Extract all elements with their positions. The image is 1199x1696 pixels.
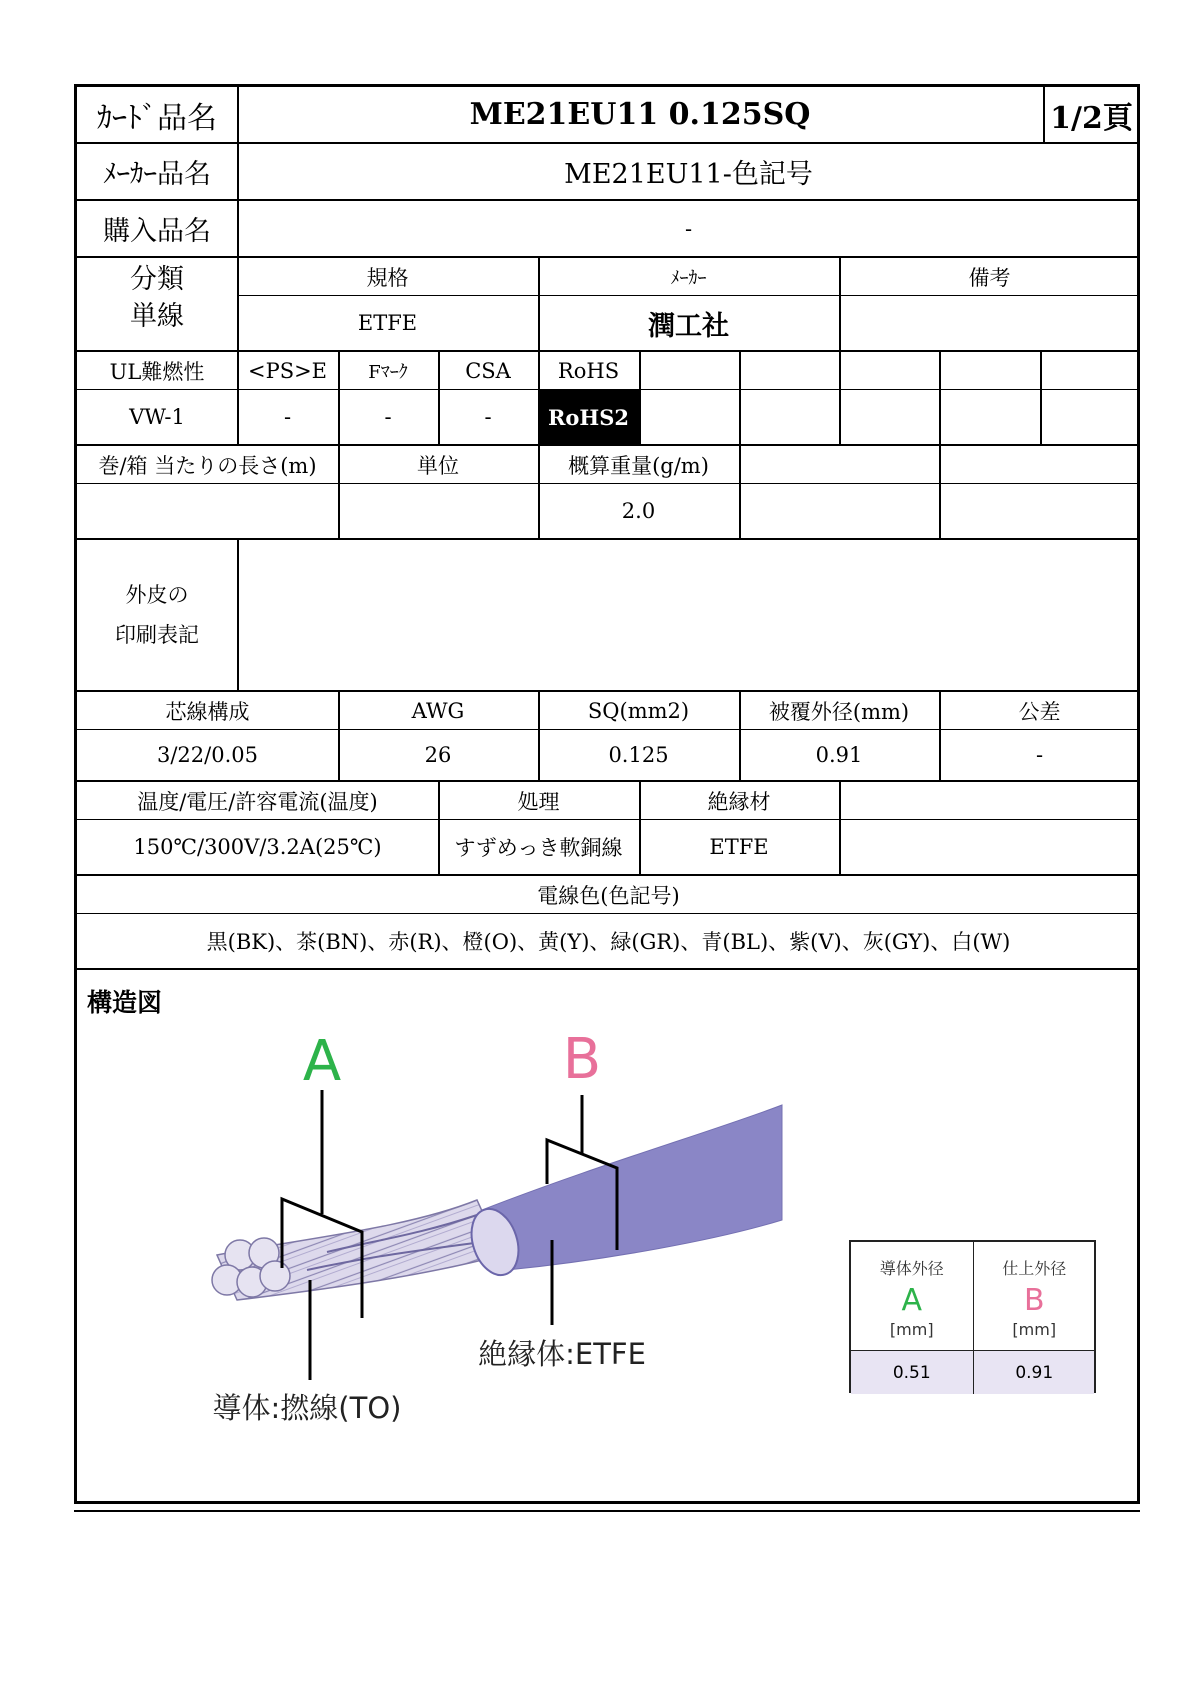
colors-header-row — [77, 876, 1137, 913]
weight-value: 2.0 — [621, 499, 656, 523]
maker-label: ﾒｰｶｰ品名 — [103, 159, 211, 190]
awg-value: 26 — [424, 743, 452, 767]
classification-values — [77, 296, 1137, 350]
purchase-name: - — [684, 216, 693, 241]
card-label: ｶｰﾄﾞ品名 — [97, 100, 217, 136]
strand-ends — [212, 1238, 290, 1297]
sq-value: 0.125 — [608, 743, 669, 767]
cable-structure-diagram — [77, 970, 1137, 1500]
od-value: 0.91 — [815, 743, 863, 767]
note-value — [839, 296, 1140, 350]
note-header: 備考 — [968, 265, 1011, 290]
temp-header: 温度/電圧/許容電流(温度) — [137, 789, 378, 814]
purchase-label: 購入品名 — [103, 216, 211, 247]
temp-value: 150℃/300V/3.2A(25℃) — [133, 835, 382, 859]
electrical-values — [77, 820, 1137, 874]
card-name: ME21EU11 0.125SQ — [469, 97, 811, 132]
print-marking-value — [237, 540, 1140, 690]
jacket-body — [482, 1105, 782, 1270]
ul-header: UL難燃性 — [109, 359, 205, 384]
ps-header: <PS>E — [247, 358, 328, 383]
insulation-label: 絶縁体:ETFE — [478, 1337, 646, 1371]
ps-value: - — [283, 405, 292, 429]
maker-value: 潤工社 — [648, 310, 729, 342]
ratings-header — [77, 352, 1137, 389]
print-marking-label-line1: 外皮の — [125, 583, 189, 607]
maker-name-row — [77, 144, 1137, 199]
ul-value: VW-1 — [129, 405, 185, 429]
diagram-title: 構造図 — [87, 988, 163, 1017]
card-name-row — [77, 87, 1137, 142]
insulation-header: 絶縁材 — [707, 789, 771, 814]
finished-diameter-header: 仕上外径 — [1002, 1259, 1067, 1278]
class-header: 分類 — [130, 264, 184, 295]
od-header: 被覆外径(mm) — [768, 699, 910, 724]
f-mark-value: - — [384, 405, 392, 429]
spec-unit-a: [mm] — [889, 1320, 934, 1339]
construction-values — [77, 730, 1137, 780]
tolerance-header: 公差 — [1018, 699, 1061, 724]
spec-values-row — [851, 1350, 1094, 1394]
treatment-header: 処理 — [517, 789, 560, 814]
print-marking-label — [77, 540, 237, 690]
spec-letter-b: B — [1023, 1283, 1045, 1318]
page-indicator: 1/2頁 — [1050, 100, 1133, 136]
colors-list-row — [77, 914, 1137, 968]
conductor-diameter-col — [851, 1242, 973, 1350]
class-value: 単線 — [130, 301, 184, 332]
core-value: 3/22/0.05 — [157, 743, 258, 767]
csa-header: CSA — [465, 358, 511, 383]
insulation-value: ETFE — [709, 835, 769, 859]
conductor-label: 導体:撚線(TO) — [212, 1391, 402, 1425]
ratings-values — [77, 390, 1137, 444]
letter-a: A — [302, 1029, 342, 1094]
length-header: 巻/箱 当たりの長さ(m) — [98, 453, 317, 478]
colors-list: 黒(BK)、茶(BN)、赤(R)、橙(O)、黄(Y)、緑(GR)、青(BL)、紫(V)、灰(GY)、白(W) — [206, 930, 1011, 954]
spec-value: ETFE — [357, 311, 418, 335]
sq-header: SQ(mm2) — [587, 698, 690, 723]
tolerance-value: - — [1035, 743, 1044, 767]
print-marking-label-line2: 印刷表記 — [115, 623, 199, 647]
finished-diameter-col — [973, 1242, 1096, 1350]
print-marking-row — [77, 540, 1137, 690]
f-mark-header: Fﾏｰｸ — [368, 361, 408, 383]
spec-card — [74, 84, 1140, 1504]
maker-header: ﾒｰｶｰ — [670, 267, 707, 289]
spec-letter-a: A — [901, 1283, 923, 1318]
spec-unit-b: [mm] — [1012, 1320, 1057, 1339]
rohs-badge: RoHS2 — [538, 390, 639, 444]
purchase-name-row — [77, 201, 1137, 256]
reel-header — [77, 446, 1137, 483]
maker-name: ME21EU11-色記号 — [564, 159, 813, 190]
awg-header: AWG — [411, 698, 465, 723]
conductor-diameter-header: 導体外径 — [879, 1259, 944, 1278]
length-value — [77, 484, 338, 538]
construction-header — [77, 692, 1137, 729]
unit-header: 単位 — [417, 453, 459, 478]
reel-values — [77, 484, 1137, 538]
spec-header: 規格 — [366, 265, 409, 290]
treatment-value: すずめっき軟銅線 — [454, 836, 623, 860]
colors-header: 電線色(色記号) — [537, 883, 680, 908]
conductor-diameter-value: 0.51 — [892, 1362, 931, 1383]
csa-value: - — [484, 405, 492, 429]
weight-header: 概算重量(g/m) — [568, 453, 709, 478]
electrical-header — [77, 782, 1137, 819]
diameter-spec-table — [849, 1240, 1096, 1393]
insulation-jacket — [464, 1105, 782, 1281]
core-header: 芯線構成 — [165, 699, 250, 724]
unit-value — [338, 484, 538, 538]
sheet-bottom-rule — [74, 1510, 1140, 1512]
finished-diameter-value: 0.91 — [973, 1351, 1096, 1394]
rohs-header: RoHS — [557, 358, 620, 383]
letter-b: B — [562, 1027, 602, 1092]
